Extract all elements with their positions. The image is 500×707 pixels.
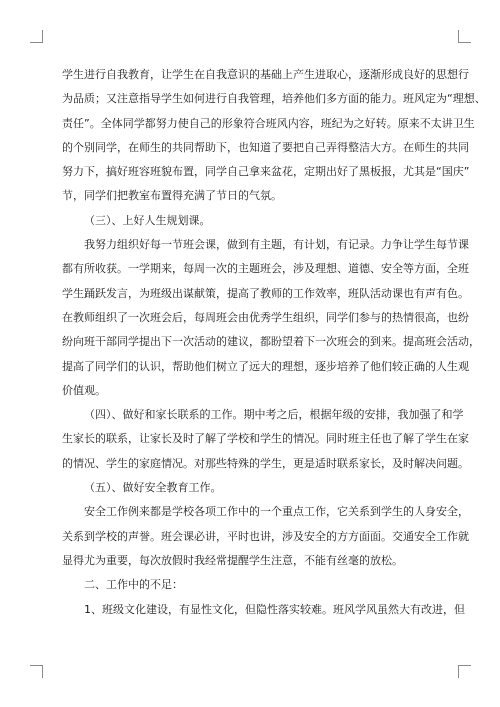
crop-mark-top-left	[30, 30, 43, 43]
paragraph-line: 纷向班干部同学提出下一次活动的建议，都盼望着下一次班会的到来。提高班会活动，	[62, 335, 480, 349]
crop-mark-bottom-left	[30, 665, 43, 678]
paragraph-line: 安全工作例来都是学校各项工作中的一个重点工作，它关系到学生的人身安全，	[84, 505, 469, 519]
paragraph-line: 1、班级文化建设，有显性文化，但隐性落实较难。班风学风虽然大有改进，但	[84, 602, 465, 616]
paragraph-line: 的个别同学，在师生的共同帮助下，也知道了要把自己弄得整洁大方。在师生的共同	[62, 140, 469, 154]
paragraph-line: 价值观。	[62, 383, 106, 397]
paragraph-line: 节，同学们把教室布置得充满了节日的气氛。	[62, 189, 282, 203]
paragraph-line: （四）、做好和家长联系的工作。期中考之后，根据年级的安排，我加强了和学	[84, 408, 464, 422]
paragraph-line: 的情况、学生的家庭情况。对那些特殊的学生，更是适时联系家长，及时解决问题。	[62, 456, 469, 470]
paragraph-line: 提高了同学们的认识，帮助他们树立了远大的理想，逐步培养了他们较正确的人生观	[62, 359, 469, 373]
paragraph-line: 学生进行自我教育，让学生在自我意识的基础上产生进取心，逐渐形成良好的思想行	[62, 68, 469, 81]
paragraph-line: 我努力组织好每一节班会课，做到有主题，有计划，有记录。力争让学生每节课	[84, 238, 469, 252]
paragraph-line: 生家长的联系，让家长及时了解了学校和学生的情况。同时班主任也了解了学生在家	[62, 432, 469, 446]
paragraph-line: 努力下，搞好班容班貌布置，同学自己拿来盆花，定期出好了黑板报，尤其是“国庆”	[62, 165, 470, 179]
document-body	[62, 63, 486, 622]
paragraph-line: 关系到学校的声誉。班会课必讲，平时也讲，涉及安全的方方面面。交通安全工作就	[62, 529, 469, 543]
paragraph-line: 都有所收获。一学期来，每周一次的主题班会，涉及理想、道德、安全等方面，全班	[62, 262, 469, 276]
paragraph-line: 为品质；又注意指导学生如何进行自我管理，培养他们多方面的能力。班风定为“理想、	[62, 92, 486, 106]
section-heading: 二、工作中的不足：	[84, 578, 183, 592]
crop-mark-top-right	[458, 30, 471, 43]
section-heading: （三）、上好人生规划课。	[84, 213, 211, 227]
crop-mark-bottom-right	[458, 665, 471, 678]
section-heading: （五）、做好安全教育工作。	[84, 481, 222, 495]
paragraph-line: 学生踊跃发言，为班级出谋献策，提高了教师的工作效率，班队活动课也有声有色。	[62, 286, 469, 300]
paragraph-line: 责任”。全体同学都努力使自己的形象符合班风内容，班纪为之好转。原来不太讲卫生	[62, 116, 475, 130]
paragraph-line: 显得尤为重要，每次放假时我经常提醒学生注意，不能有丝毫的放松。	[62, 553, 403, 567]
paragraph-line: 在教师组织了一次班会后，每周班会由优秀学生组织，同学们参与的热情很高，也纷	[62, 310, 469, 324]
